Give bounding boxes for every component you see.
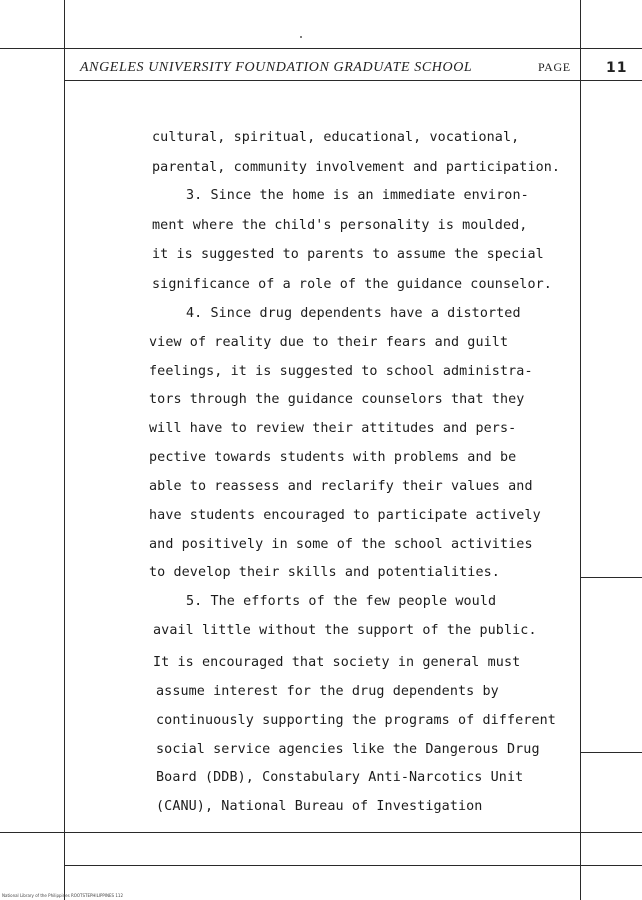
text-line: parental, community involvement and participation. [152, 160, 561, 175]
text-line: (CANU), National Bureau of Investigation [156, 799, 483, 814]
text-line: assume interest for the drug dependents by [156, 684, 499, 699]
footer-imprint: National Library of the Philippines ROOTSTEPHILIPPINES 112 [2, 893, 123, 898]
text-line: It is encouraged that society in general must [153, 655, 521, 670]
text-line: to develop their skills and potentialities. [149, 565, 500, 580]
text-line: significance of a role of the guidance counselor. [152, 277, 552, 292]
text-line: ment where the child's personality is moulded, [152, 218, 528, 233]
text-line: have students encouraged to participate actively [149, 508, 541, 523]
text-line: social service agencies like the Dangerous Drug [156, 742, 540, 757]
text-line: 4. Since drug dependents have a distorted [186, 306, 521, 321]
text-line: view of reality due to their fears and guilt [149, 335, 509, 350]
text-line: 3. Since the home is an immediate environ- [186, 188, 529, 203]
text-line: it is suggested to parents to assume the special [152, 247, 544, 262]
text-line: 5. The efforts of the few people would [186, 594, 497, 609]
header-title: ANGELES UNIVERSITY FOUNDATION GRADUATE SCHOOL [80, 60, 473, 75]
text-line: tors through the guidance counselors that they [149, 392, 525, 407]
text-line: pective towards students with problems and be [149, 450, 517, 465]
text-line: Board (DDB), Constabulary Anti-Narcotics Unit [156, 770, 524, 785]
text-line: feelings, it is suggested to school administra- [149, 364, 533, 379]
text-line: able to reassess and reclarify their values and [149, 479, 533, 494]
text-line: and positively in some of the school activities [149, 537, 533, 552]
page-number: 11 [606, 60, 628, 76]
text-line: continuously supporting the programs of different [156, 713, 556, 728]
text-line: cultural, spiritual, educational, vocational, [152, 130, 520, 145]
header-page-label: PAGE [538, 60, 571, 74]
text-line: will have to review their attitudes and pers- [149, 421, 517, 436]
text-line: avail little without the support of the public. [153, 623, 537, 638]
